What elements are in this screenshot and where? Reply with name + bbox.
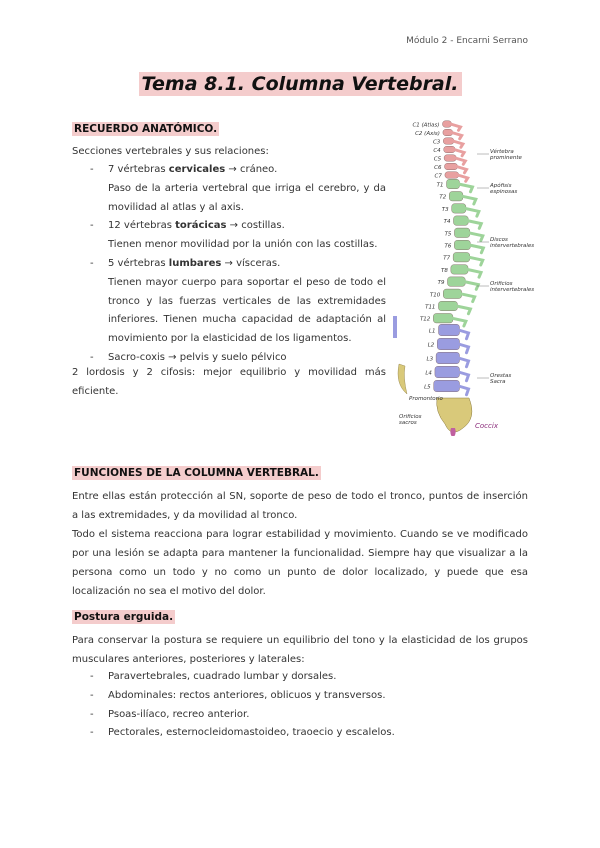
spinous-process	[459, 330, 469, 339]
spinous-process	[459, 184, 473, 192]
structure-label: Orificios	[490, 281, 513, 287]
spinous-process	[462, 196, 476, 204]
spinous-process	[467, 221, 481, 229]
vertebra-label: T7	[443, 255, 451, 262]
item-bold: cervicales	[168, 164, 226, 175]
vertebra-label: C3	[432, 139, 441, 146]
dash-bullet: -	[90, 708, 94, 720]
title-wrap	[0, 72, 600, 96]
vertebra-label: T1	[436, 182, 444, 189]
item-relation: → costillas.	[226, 220, 285, 232]
pelvis-fragment	[398, 364, 407, 394]
item-bold: torácicas	[175, 220, 227, 232]
spinous-process	[455, 158, 465, 164]
dash-bullet: -	[90, 671, 94, 682]
vertebra-label: T5	[444, 231, 452, 238]
promontorio-label: Promontorio	[409, 396, 443, 402]
functions-para-2: Todo el sistema reacciona para lograr estabilidad y movimiento. Cuando se ve modificado por una lesión se adapta para mantener la funcionalidad. Siempre hay que visualizar a la persona como un todo y no como un punto de dolor localizado, y puede que esa localización no sea el motivo del dolor.	[72, 529, 528, 597]
vertebra-label: C6	[434, 165, 442, 171]
vertebra-label: L4	[425, 370, 432, 377]
spinous-process	[451, 124, 461, 130]
spinous-process	[457, 167, 467, 173]
edge-fragment	[393, 316, 397, 338]
item-text: Abdominales: rectos anteriores, oblicuos y transversos.	[108, 689, 386, 701]
vertebra-label: C4	[433, 148, 441, 154]
muscle-list	[72, 668, 528, 743]
vertebra-body	[447, 277, 465, 287]
dash-bullet: -	[90, 689, 94, 701]
anatomy-intro: Secciones vertebrales y sus relaciones:	[72, 146, 269, 157]
spine-illustration	[393, 116, 543, 436]
structure-label: Sacra	[490, 379, 506, 385]
functions-heading: FUNCIONES DE LA COLUMNA VERTEBRAL.	[74, 467, 319, 479]
vertebra-label: C2 (Axis)	[415, 131, 440, 137]
list-item	[72, 255, 386, 349]
structure-label: Vértebra	[490, 149, 514, 155]
spinous-process	[456, 306, 470, 314]
spinous-process	[459, 372, 469, 381]
coccix-label: Coccix	[475, 422, 498, 430]
spinous-process	[469, 233, 483, 241]
structure-label: Apófisis	[490, 183, 512, 189]
vertebra-label: L3	[426, 356, 434, 363]
vertebra-label: T9	[437, 280, 445, 287]
dash-bullet: -	[90, 257, 94, 269]
posture-intro: Para conservar la postura se requiere un equilibrio del tono y la elasticidad de los grupos musculares anteriores, posteriores y laterales:	[72, 635, 528, 665]
vertebra-label: T2	[439, 194, 447, 201]
vertebra-body	[438, 301, 457, 311]
anatomy-closing: 2 lordosis y 2 cifosis: mejor equilibrio y movilidad más eficiente.	[72, 367, 386, 397]
list-item	[72, 724, 528, 743]
item-bold: lumbares	[168, 257, 222, 269]
vertebra-label: C1 (Atlas)	[412, 122, 440, 129]
dash-bullet: -	[90, 351, 94, 363]
spinous-process	[459, 358, 469, 367]
vertebra-body	[439, 324, 460, 336]
list-item	[72, 217, 386, 255]
item-text: Psoas-ilíaco, recreo anterior.	[108, 708, 250, 720]
structure-label: espinosas	[490, 189, 518, 195]
spinous-process	[454, 150, 464, 156]
vertebra-body	[434, 380, 460, 392]
item-text: Pectorales, esternocleidomastoideo, traoecio y escalelos.	[108, 727, 395, 739]
item-text: 7 vértebras	[108, 164, 169, 175]
spinous-process	[461, 294, 475, 302]
spinous-process	[452, 133, 462, 139]
dash-bullet: -	[90, 220, 94, 232]
vertebra-label: L1	[428, 328, 436, 335]
vertebra-body	[443, 289, 461, 299]
structure-label: Discos	[490, 237, 508, 243]
vertebra-label: T3	[441, 206, 449, 213]
dash-bullet: -	[90, 164, 94, 175]
spinous-process	[467, 269, 481, 277]
vertebra-label: T11	[425, 304, 436, 311]
item-detail: Tienen mayor cuerpo para soportar el peso de todo el tronco y las fuerzas verticales de las extremidades inferiores. Tienen mucha capacidad de adaptación al movimiento por la elasticidad de los ligamentos.	[108, 276, 386, 345]
structure-label: intervertebrales	[490, 287, 535, 293]
item-text: Sacro-coxis → pelvis y suelo pélvico	[108, 351, 287, 363]
vertebra-label: C7	[434, 173, 442, 180]
spinous-process	[465, 208, 479, 216]
vertebra-body	[436, 352, 459, 364]
vertebra-body	[451, 265, 468, 275]
list-item	[72, 668, 528, 687]
list-item	[72, 706, 528, 725]
vertebra-label: L2	[427, 342, 435, 349]
vertebra-body	[433, 313, 453, 323]
vertebra-label: L5	[424, 384, 431, 391]
vertebra-label: T8	[440, 267, 448, 274]
anatomy-heading: RECUERDO ANATÓMICO.	[74, 123, 218, 135]
spinous-process	[469, 257, 483, 265]
vertebra-list	[72, 161, 386, 368]
item-detail: Paso de la arteria vertebral que irriga el cerebro, y da movilidad al atlas y al axis.	[108, 182, 386, 213]
posture-heading: Postura erguida.	[74, 611, 174, 623]
item-relation: → vísceras.	[221, 257, 281, 269]
vertebra-label: T12	[419, 316, 431, 323]
item-relation: → cráneo.	[225, 164, 278, 175]
orificios-label: sacros	[399, 420, 417, 426]
vertebra-label: C5	[433, 156, 442, 163]
orificios-label: Orificios	[399, 414, 422, 420]
spinous-process	[459, 386, 469, 395]
vertebra-body	[435, 366, 460, 378]
spinous-process	[453, 141, 463, 147]
dash-bullet: -	[90, 727, 94, 739]
header-note: Módulo 2 - Encarni Serrano	[406, 36, 528, 46]
spinous-process	[469, 245, 483, 253]
item-detail: Tienen menor movilidad por la unión con las costillas.	[108, 239, 378, 251]
item-text: 5 vértebras	[108, 257, 169, 269]
structure-label: intervertebrales	[490, 243, 535, 249]
structure-label: Orestas	[490, 373, 512, 379]
item-text: 12 vértebras	[108, 220, 176, 232]
vertebra-label: T6	[444, 243, 452, 250]
spinous-process	[464, 282, 478, 290]
sacrum	[437, 398, 472, 432]
vertebra-label: T10	[429, 292, 441, 299]
vertebra-body	[437, 338, 459, 350]
structure-label: prominente	[490, 155, 522, 161]
coccyx	[450, 428, 455, 436]
vertebra-label: T4	[443, 219, 451, 226]
item-text: Paravertebrales, cuadrado lumbar y dorsales.	[108, 671, 337, 682]
functions-para-1: Entre ellas están protección al SN, soporte de peso de todo el tronco, puntos de inserción a las extremidades, y da movilidad al tronco.	[72, 491, 528, 521]
spinous-process	[459, 344, 469, 353]
page-title: Tema 8.1. Columna Vertebral.	[139, 72, 462, 96]
list-item	[72, 687, 528, 706]
list-item	[72, 161, 386, 217]
